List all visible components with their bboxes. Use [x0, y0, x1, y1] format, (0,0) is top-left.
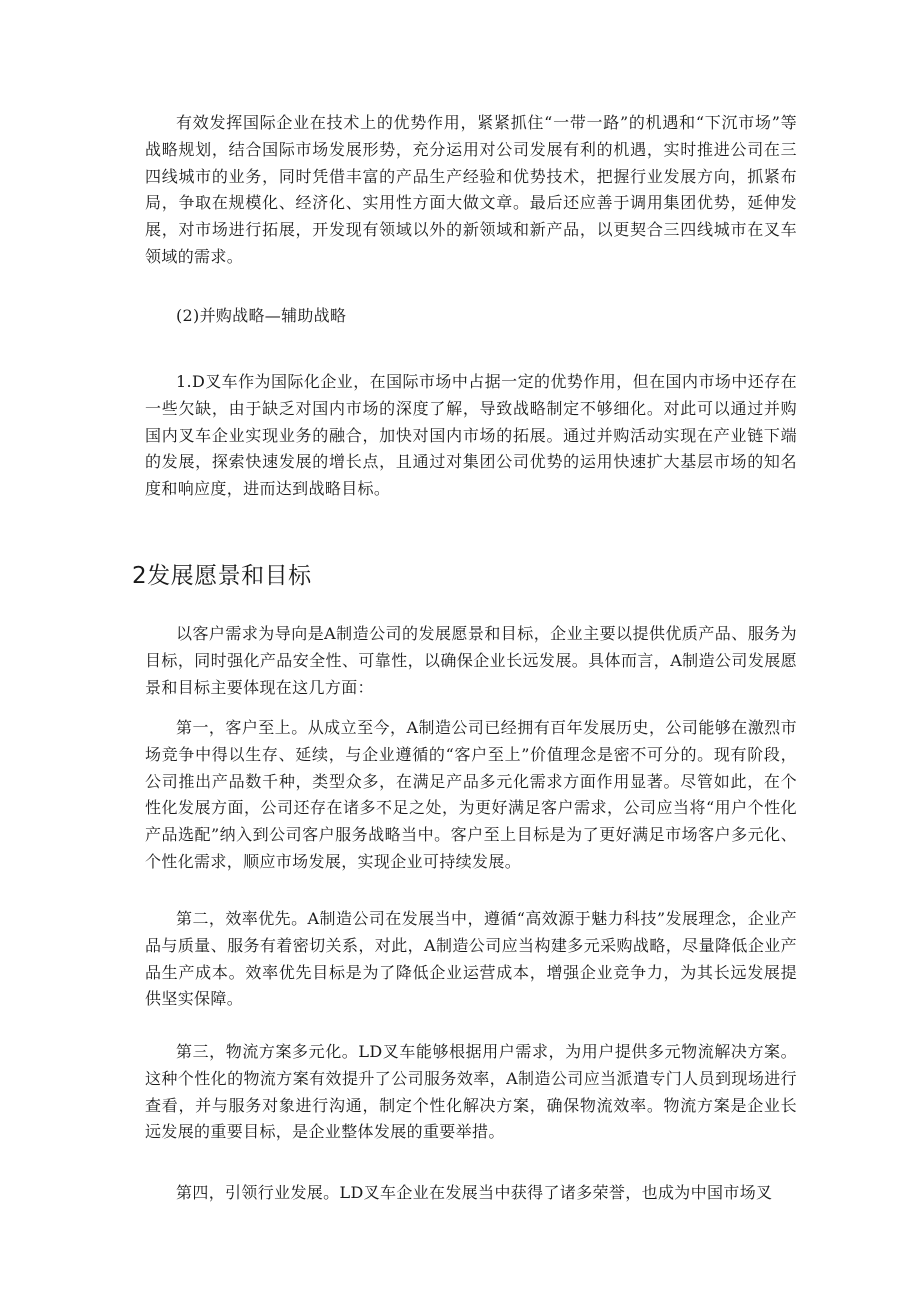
body-paragraph: 以客户需求为导向是A制造公司的发展愿景和目标，企业主要以提供优质产品、服务为目标，同时强化产品安全性、可靠性，以确保企业长远发展。具体而言，A制造公司发展愿景和目标主要体现在这几方面：: [145, 624, 797, 697]
body-paragraph: 第二，效率优先。A制造公司在发展当中，遵循“高效源于魅力科技”发展理念，企业产品与质量、服务有着密切关系，对此，A制造公司应当构建多元采购战略，尽量降低企业产品生产成本。效率优先目标是为了降低企业运营成本，增强企业竞争力，为其长远发展提供坚实保障。: [145, 909, 797, 1009]
body-paragraph: 第四，引领行业发展。LD叉车企业在发展当中获得了诸多荣誉，也成为中国市场叉: [176, 1183, 773, 1202]
body-paragraph: 1.D叉车作为国际化企业，在国际市场中占据一定的优势作用，但在国内市场中还存在一些欠缺，由于缺乏对国内市场的深度了解，导致战略制定不够细化。对此可以通过并购国内叉车企业实现业务的融合，加快对国内市场的拓展。通过并购活动实现在产业链下端的发展，探索快速发展的增长点，且通过对集团公司优势的运用快速扩大基层市场的知名度和响应度，进而达到战略目标。: [145, 372, 797, 499]
section-heading: 2发展愿景和目标: [132, 563, 312, 589]
sub-heading: (2)并购战略—辅助战略: [176, 306, 347, 325]
body-paragraph: 第三，物流方案多元化。LD叉车能够根据用户需求，为用户提供多元物流解决方案。这种个性化的物流方案有效提升了公司服务效率，A制造公司应当派遣专门人员到现场进行查看，并与服务对象进行沟通，制定个性化解决方案，确保物流效率。物流方案是企业长远发展的重要目标，是企业整体发展的重要举措。: [145, 1042, 797, 1142]
body-paragraph: 第一，客户至上。从成立至今，A制造公司已经拥有百年发展历史，公司能够在激烈市场竞争中得以生存、延续，与企业遵循的“客户至上”价值理念是密不可分的。现有阶段，公司推出产品数千种，类型众多，在满足产品多元化需求方面作用显著。尽管如此，在个性化发展方面，公司还存在诸多不足之处，为更好满足客户需求，公司应当将“用户个性化产品选配”纳入到公司客户服务战略当中。客户至上目标是为了更好满足市场客户多元化、个性化需求，顺应市场发展，实现企业可持续发展。: [145, 718, 797, 871]
body-paragraph: 有效发挥国际企业在技术上的优势作用，紧紧抓住“一带一路”的机遇和“下沉市场”等战略规划，结合国际市场发展形势，充分运用对公司发展有利的机遇，实时推进公司在三四线城市的业务，同时凭借丰富的产品生产经验和优势技术，把握行业发展方向，抓紧布局，争取在规模化、经济化、实用性方面大做文章。最后还应善于调用集团优势，延伸发展，对市场进行拓展，开发现有领域以外的新领域和新产品，以更契合三四线城市在叉车领域的需求。: [145, 113, 797, 266]
